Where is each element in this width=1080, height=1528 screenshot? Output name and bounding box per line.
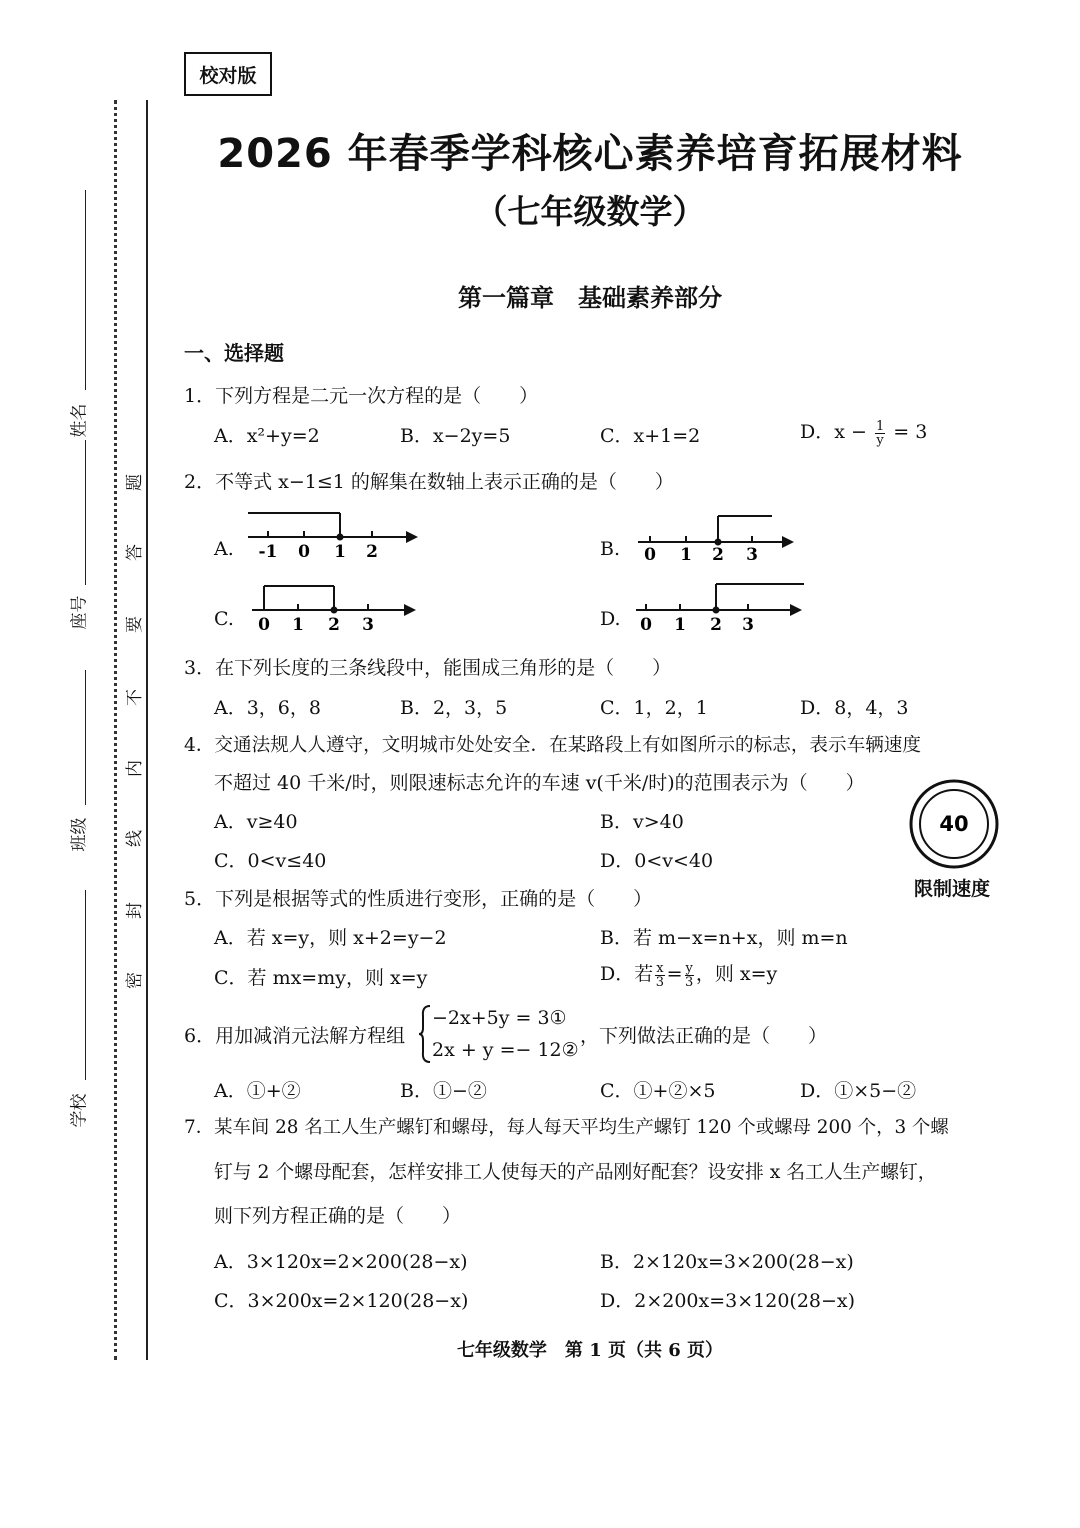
fraction-numerator: x xyxy=(656,960,664,976)
q6-option-a[interactable]: A．①+② xyxy=(214,1080,301,1102)
q6-option-c[interactable]: C．①+②×5 xyxy=(600,1080,716,1102)
q5-option-d-prefix: D．若 xyxy=(600,963,654,985)
question-4-stem-line1: 4．交通法规人人遵守，文明城市处处安全．在某路段上有如图所示的标志，表示车辆速度 xyxy=(184,735,921,756)
tick-label: 0 xyxy=(298,542,310,562)
q6-equation-1: −2x+5y = 3① xyxy=(432,1007,567,1029)
q6-option-d[interactable]: D．①×5−② xyxy=(800,1080,917,1102)
tick-label: 3 xyxy=(746,545,758,565)
q5-option-a[interactable]: A．若 x=y，则 x+2=y−2 xyxy=(214,927,447,949)
binding-solid-line xyxy=(146,100,148,1360)
q7-option-c[interactable]: C．3×200x=2×120(28−x) xyxy=(214,1290,469,1312)
section-heading: 一、选择题 xyxy=(184,341,284,365)
tick-label: 1 xyxy=(334,542,346,562)
q6-system-brace xyxy=(418,1004,432,1064)
q4-option-d[interactable]: D．0<v<40 xyxy=(600,850,714,872)
chapter-heading: 第一篇章 基础素养部分 xyxy=(458,284,722,312)
q2-option-c-numberline[interactable] xyxy=(252,578,432,638)
q2-option-a-label[interactable]: A. xyxy=(214,538,234,560)
q5-fraction-right xyxy=(685,962,694,989)
seal-char: 要 xyxy=(125,616,145,633)
page-title: 2026 年春季学科核心素养培育拓展材料 xyxy=(217,131,963,177)
q5-option-d-suffix: ，则 x=y xyxy=(695,963,778,985)
q1-option-d-fraction xyxy=(875,420,885,447)
fraction-denominator: y xyxy=(876,432,884,448)
speed-limit-value: 40 xyxy=(939,812,969,836)
q1-option-d[interactable] xyxy=(800,417,927,447)
seat-field-line[interactable] xyxy=(85,440,86,585)
q5-option-b[interactable]: B．若 m−x=n+x，则 m=n xyxy=(600,927,848,949)
tick-label: 2 xyxy=(712,545,724,565)
proof-stamp: 校对版 xyxy=(184,52,272,96)
question-3-stem: 3．在下列长度的三条线段中，能围成三角形的是（ ） xyxy=(184,657,672,679)
q5-option-c[interactable]: C．若 mx=my，则 x=y xyxy=(214,967,428,989)
question-5-stem: 5．下列是根据等式的性质进行变形，正确的是（ ） xyxy=(184,888,653,910)
question-7-stem-line3: 则下列方程正确的是（ ） xyxy=(214,1205,462,1227)
q5-equals: = xyxy=(666,963,683,985)
question-4-stem-line2: 不超过 40 千米/时，则限速标志允许的车速 v(千米/时)的范围表示为（ ） xyxy=(214,772,865,794)
class-field-line[interactable] xyxy=(85,670,86,805)
q3-option-a[interactable]: A．3，6，8 xyxy=(214,697,321,719)
tick-label: 2 xyxy=(366,542,378,562)
q2-option-b-label[interactable]: B. xyxy=(600,538,621,560)
q6-equation-2: 2x + y =− 12② xyxy=(432,1039,579,1061)
speed-limit-sign xyxy=(908,778,1000,870)
question-6-stem-suffix: ，下列做法正确的是（ ） xyxy=(580,1025,828,1047)
q2-option-c-label[interactable]: C. xyxy=(214,608,234,630)
q2-option-a-numberline[interactable] xyxy=(248,505,428,565)
q6-option-b[interactable]: B．①−② xyxy=(400,1080,487,1102)
tick-label: -1 xyxy=(258,542,278,562)
question-1-stem: 1．下列方程是二元一次方程的是（ ） xyxy=(184,385,539,407)
side-field-name: 姓名 xyxy=(69,403,90,438)
seal-char: 题 xyxy=(125,474,145,491)
seal-char: 答 xyxy=(125,544,145,561)
q4-option-c[interactable]: C．0<v≤40 xyxy=(214,850,327,872)
q1-option-d-prefix: D．x − xyxy=(800,421,867,443)
seal-char: 线 xyxy=(125,830,145,847)
question-6-stem-prefix: 6．用加减消元法解方程组 xyxy=(184,1025,406,1047)
seal-char: 不 xyxy=(125,689,145,706)
q7-option-b[interactable]: B．2×120x=3×200(28−x) xyxy=(600,1251,854,1273)
seal-char: 封 xyxy=(125,902,145,919)
tick-label: 0 xyxy=(640,615,652,635)
question-2-stem: 2．不等式 x−1≤1 的解集在数轴上表示正确的是（ ） xyxy=(184,471,674,493)
q2-option-d-numberline[interactable] xyxy=(636,578,816,638)
q7-option-a[interactable]: A．3×120x=2×200(28−x) xyxy=(214,1251,468,1273)
q1-option-b[interactable]: B．x−2y=5 xyxy=(400,425,511,447)
q1-option-a[interactable]: A．x²+y=2 xyxy=(214,425,320,447)
fraction-denominator: 3 xyxy=(685,974,694,990)
question-7-stem-line2: 钉与 2 个螺母配套，怎样安排工人使每天的产品刚好配套？设安排 x 名工人生产螺钉， xyxy=(214,1162,937,1183)
tick-label: 2 xyxy=(710,615,722,635)
q5-fraction-left xyxy=(655,962,664,989)
q4-option-b[interactable]: B．v>40 xyxy=(600,811,684,833)
q3-option-d[interactable]: D．8，4，3 xyxy=(800,697,909,719)
speed-limit-caption: 限制速度 xyxy=(914,878,991,900)
tick-label: 3 xyxy=(742,615,754,635)
q2-option-d-label[interactable]: D. xyxy=(600,608,621,630)
q1-option-d-suffix: = 3 xyxy=(893,421,928,443)
fraction-numerator: 1 xyxy=(875,418,885,434)
tick-label: 0 xyxy=(258,615,270,635)
q7-option-d[interactable]: D．2×200x=3×120(28−x) xyxy=(600,1290,856,1312)
q2-option-b-numberline[interactable] xyxy=(638,510,808,570)
q4-option-a[interactable]: A．v≥40 xyxy=(214,811,298,833)
binding-dotted-line xyxy=(114,100,117,1360)
q1-option-c[interactable]: C．x+1=2 xyxy=(600,425,701,447)
side-field-seat: 座号 xyxy=(69,595,90,630)
tick-label: 0 xyxy=(644,545,656,565)
school-field-line[interactable] xyxy=(85,890,86,1080)
side-field-school: 学校 xyxy=(69,1093,90,1128)
tick-label: 1 xyxy=(674,615,686,635)
q5-option-d[interactable] xyxy=(600,959,777,989)
tick-label: 1 xyxy=(292,615,304,635)
side-field-class: 班级 xyxy=(69,817,90,852)
page-subtitle: （七年级数学） xyxy=(474,192,706,231)
tick-label: 1 xyxy=(680,545,692,565)
q3-option-b[interactable]: B．2，3，5 xyxy=(400,697,508,719)
fraction-denominator: 3 xyxy=(655,974,665,990)
seal-char: 内 xyxy=(125,760,145,777)
q3-option-c[interactable]: C．1，2，1 xyxy=(600,697,708,719)
seal-char: 密 xyxy=(125,972,145,989)
tick-label: 3 xyxy=(362,615,374,635)
page-footer: 七年级数学 第 1 页（共 6 页） xyxy=(456,1340,724,1361)
fraction-numerator: y xyxy=(685,960,693,976)
tick-label: 2 xyxy=(328,615,340,635)
name-field-line[interactable] xyxy=(85,190,86,390)
question-7-stem-line1: 7．某车间 28 名工人生产螺钉和螺母，每人每天平均生产螺钉 120 个或螺母 200 个，3 个螺 xyxy=(184,1117,949,1138)
